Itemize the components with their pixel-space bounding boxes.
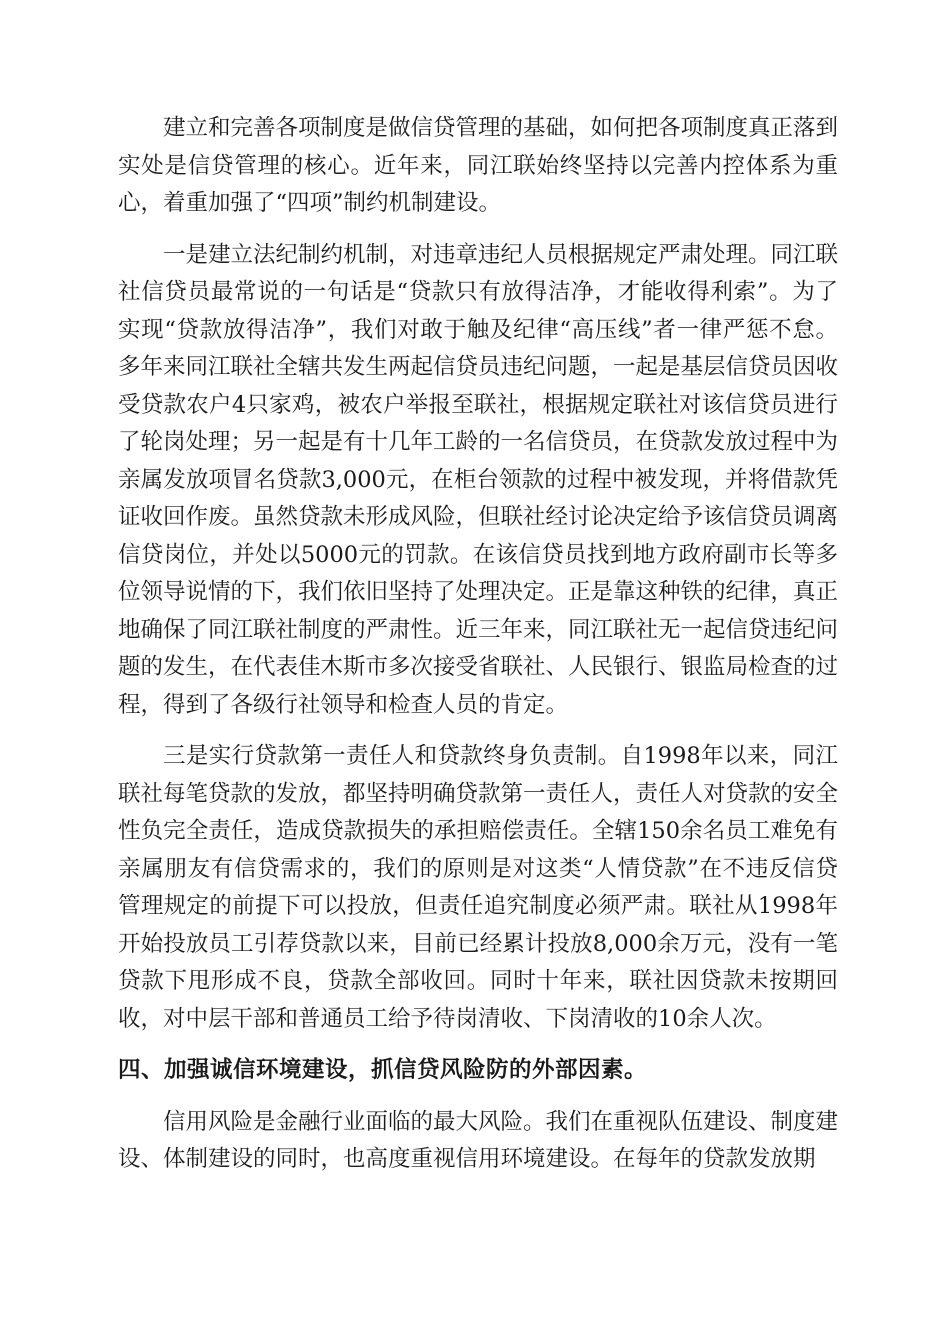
paragraph-loan-responsibility: 三是实行贷款第一责任人和贷款终身负责制。自1998年以来，同江联社每笔贷款的发放，都坚持明确贷款第一责任人，责任人对贷款的安全性负完全责任，造成贷款损失的承担赔偿责任。全辖150余名员工难免有亲属朋友有信贷需求的，我们的原则是对这类“人情贷款”在不违反信贷管理规定的前提下可以投放，但责任追究制度必须严肃。联社从1998年开始投放员工引荐贷款以来，目前已经累计投放8,000余万元，没有一笔贷款下甩形成不良，贷款全部收回。同时十年来，联社因贷款未按期回收，对中层干部和普通员工给予待岗清收、下岗清收的10余人次。	[118, 743, 839, 1032]
paragraph-discipline-mechanism: 一是建立法纪制约机制，对违章违纪人员根据规定严肃处理。同江联社信贷员最常说的一句话是“贷款只有放得洁净，才能收得利索”。为了实现“贷款放得洁净”，我们对敢于触及纪律“高压线”者一律严惩不怠。多年来同江联社全辖共发生两起信贷员违纪问题，一起是基层信贷员因收受贷款农户4只家鸡，被农户举报至联社，根据规定联社对该信贷员进行了轮岗处理；另一起是有十几年工龄的一名信贷员，在贷款发放过程中为亲属发放项冒名贷款3,000元，在柜台领款的过程中被发现，并将借款凭证收回作废。虽然贷款未形成风险，但联社经讨论决定给予该信贷员调离信贷岗位，并处以5000元的罚款。在该信贷员找到地方政府副市长等多位领导说情的下，我们依旧坚持了处理决定。正是靠这种铁的纪律，真正地确保了同江联社制度的严肃性。近三年来，同江联社无一起信贷违纪问题的发生，在代表佳木斯市多次接受省联社、人民银行、银监局检查的过程，得到了各级行社领导和检查人员的肯定。	[118, 241, 839, 718]
paragraph-institution-building: 建立和完善各项制度是做信贷管理的基础，如何把各项制度真正落到实处是信贷管理的核心。近年来，同江联始终坚持以完善内控体系为重心，着重加强了“四项”制约机制建设。	[118, 115, 839, 216]
section-heading-credit-environment: 四、加强诚信环境建设，抓信贷风险防的外部因素。	[118, 1057, 648, 1083]
document-page	[118, 110, 838, 1179]
paragraph-credit-risk: 信用风险是金融行业面临的最大风险。我们在重视队伍建设、制度建设、体制建设的同时，也高度重视信用环境建设。在每年的贷款发放期	[118, 1108, 839, 1172]
